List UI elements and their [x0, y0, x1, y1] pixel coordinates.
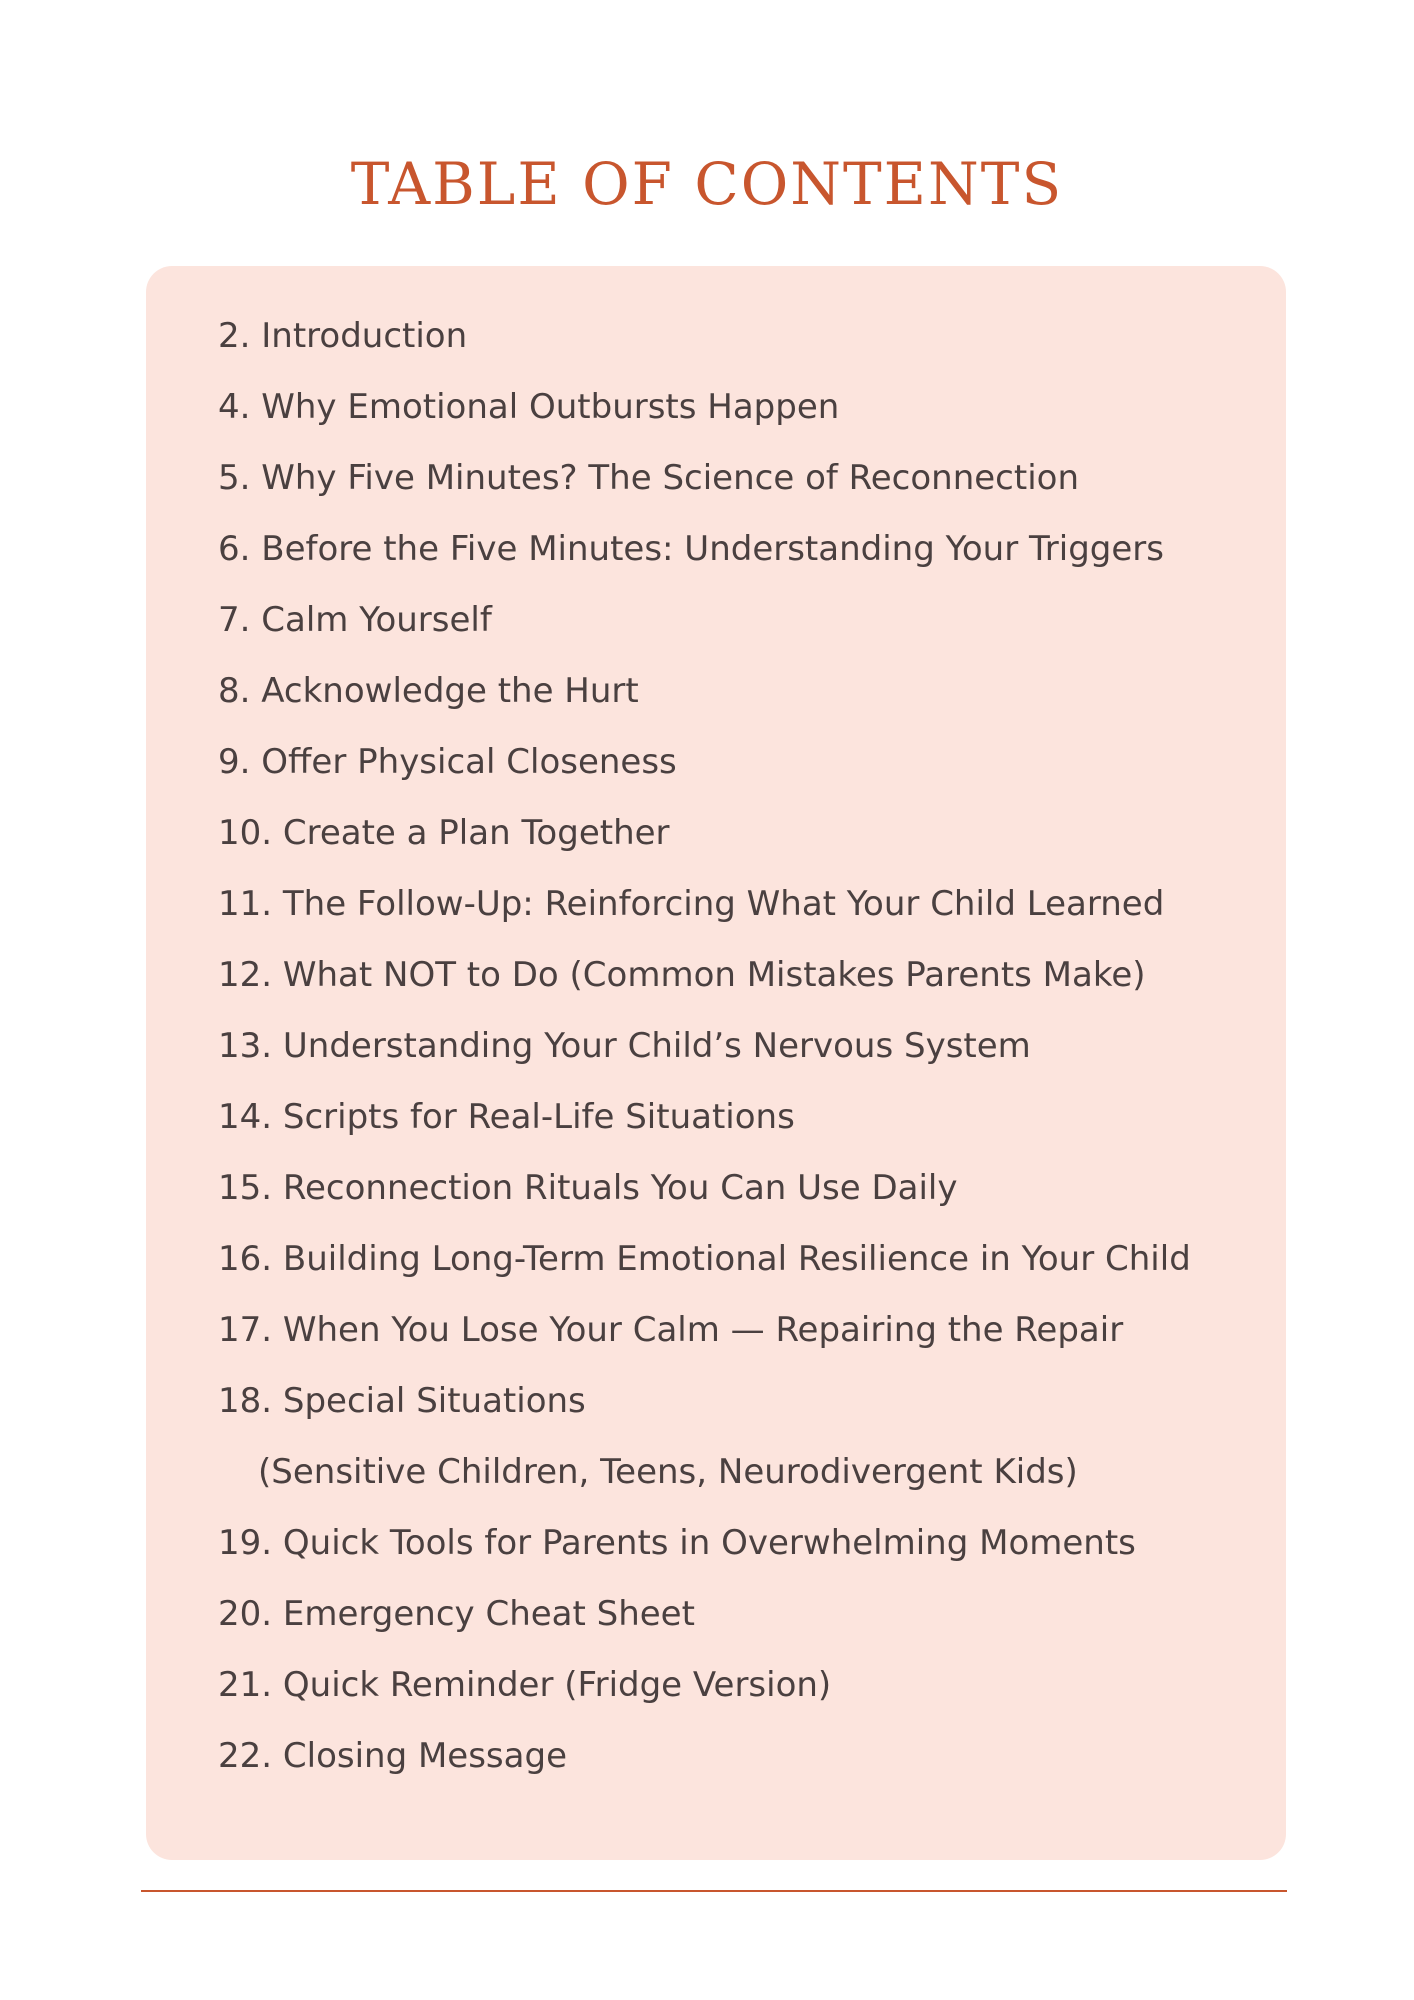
toc-item-calm-yourself: 7. Calm Yourself: [218, 600, 492, 640]
toc-item-quick-reminder: 21. Quick Reminder (Fridge Version): [218, 1665, 832, 1705]
page-title: TABLE OF CONTENTS: [350, 150, 1064, 218]
toc-item-offer-physical-closeness: 9. Offer Physical Closeness: [218, 742, 677, 782]
toc-item-why-emotional-outbursts-happen: 4. Why Emotional Outbursts Happen: [218, 387, 840, 427]
toc-item-scripts: 14. Scripts for Real-Life Situations: [218, 1097, 795, 1137]
toc-item-emotional-resilience: 16. Building Long-Term Emotional Resilience in Your Child: [218, 1239, 1191, 1279]
toc-item-create-a-plan-together: 10. Create a Plan Together: [218, 813, 670, 853]
toc-item-closing-message: 22. Closing Message: [218, 1736, 567, 1776]
toc-list: [218, 314, 1191, 1805]
toc-item-why-five-minutes: 5. Why Five Minutes? The Science of Reconnection: [218, 458, 1079, 498]
bottom-divider: [141, 1890, 1287, 1892]
toc-item-the-follow-up: 11. The Follow-Up: Reinforcing What Your Child Learned: [218, 884, 1165, 924]
toc-item-nervous-system: 13. Understanding Your Child’s Nervous System: [218, 1026, 1031, 1066]
toc-item-special-situations-subtitle: (Sensitive Children, Teens, Neurodivergent Kids): [258, 1452, 1078, 1492]
toc-item-reconnection-rituals: 15. Reconnection Rituals You Can Use Daily: [218, 1168, 958, 1208]
toc-item-acknowledge-the-hurt: 8. Acknowledge the Hurt: [218, 671, 639, 711]
toc-item-emergency-cheat-sheet: 20. Emergency Cheat Sheet: [218, 1594, 695, 1634]
toc-item-introduction: 2. Introduction: [218, 316, 468, 356]
toc-item-what-not-to-do: 12. What NOT to Do (Common Mistakes Parents Make): [218, 955, 1146, 995]
toc-item-before-the-five-minutes: 6. Before the Five Minutes: Understanding Your Triggers: [218, 529, 1164, 569]
toc-panel: [146, 266, 1286, 1860]
toc-item-when-you-lose-your-calm: 17. When You Lose Your Calm — Repairing the Repair: [218, 1310, 1124, 1350]
toc-item-special-situations: 18. Special Situations: [218, 1381, 586, 1421]
toc-item-quick-tools: 19. Quick Tools for Parents in Overwhelming Moments: [218, 1523, 1136, 1563]
